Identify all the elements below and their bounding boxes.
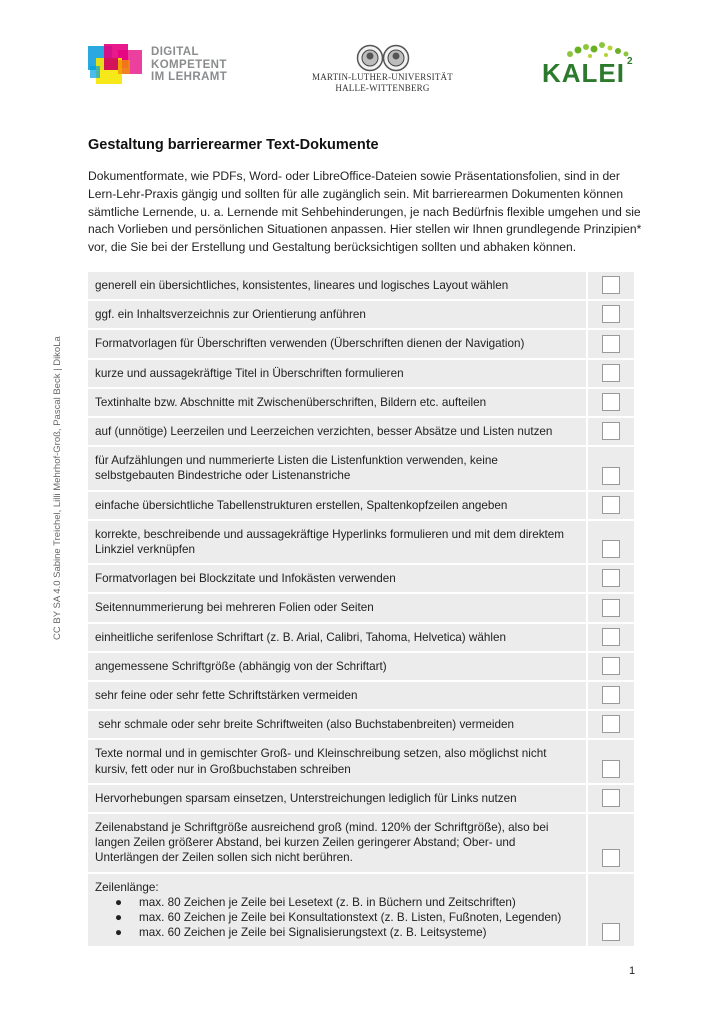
checklist-row [88,301,634,328]
checklist-row [88,565,634,592]
checkbox-cell [588,594,634,621]
checkbox[interactable] [602,305,620,323]
checklist [88,272,634,948]
checkbox[interactable] [602,715,620,733]
checklist-row [88,874,634,947]
checklist-row [88,814,634,872]
checkbox[interactable] [602,335,620,353]
checklist-item-text: Texte normal und in gemischter Groß- und Kleinschreibung setzen, also möglichst nicht kursiv, fett oder nur in Großbuchstaben schreiben [88,740,586,782]
checklist-item-text: einfache übersichtliche Tabellenstrukturen erstellen, Spaltenkopfzeilen angeben [88,492,586,519]
checklist-row [88,653,634,680]
checklist-item-text: korrekte, beschreibende und aussagekräftige Hyperlinks formulieren und mit dem direktem Linkziel verknüpfen [88,521,586,563]
checkbox[interactable] [602,628,620,646]
list-item-text: max. 60 Zeichen je Zeile bei Signalisierungstext (z. B. Leitsysteme) [139,926,487,940]
checklist-item-text: einheitliche serifenlose Schriftart (z. B. Arial, Calibri, Tahoma, Helvetica) wählen [88,624,586,651]
checklist-item-text: angemessene Schriftgröße (abhängig von der Schriftart) [88,653,586,680]
checkbox[interactable] [602,276,620,294]
checkbox[interactable] [602,393,620,411]
checklist-row [88,389,634,416]
checklist-item-text: für Aufzählungen und nummerierte Listen die Listenfunktion verwenden, keine selbstgebauten Bindestriche oder Listenanstriche [88,447,586,489]
checklist-row [88,594,634,621]
university-seal-icon [355,44,411,72]
checkbox-cell [588,814,634,872]
checklist-item-text: Seitennummerierung bei mehreren Folien oder Seiten [88,594,586,621]
checklist-item-text: Zeilenabstand je Schriftgröße ausreichend groß (mind. 120% der Schriftgröße), also bei langen Zeilen größerer Abstand, bei kurzen Zeilen geringerer Abstand; Ober- und Unterlängen der Zeilen sollen sich nicht berühren. [88,814,586,872]
checklist-item-text: Hervorhebungen sparsam einsetzen, Unterstreichungen lediglich für Links nutzen [88,785,586,812]
line-length-item [88,874,586,947]
page-title: Gestaltung barrierearmer Text-Dokumente [88,137,379,153]
checklist-item-text: generell ein übersichtliches, konsistentes, lineares und logisches Layout wählen [88,272,586,299]
checklist-item-text: ggf. ein Inhaltsverzeichnis zur Orientierung anführen [88,301,586,328]
checkbox-cell [588,492,634,519]
checklist-row [88,492,634,519]
checkbox-cell [588,565,634,592]
checklist-item-text: sehr schmale oder sehr breite Schriftweiten (also Buchstabenbreiten) vermeiden [88,711,586,738]
line-length-heading: Zeilenlänge: [95,880,159,894]
university-name-line-1: MARTIN-LUTHER-UNIVERSITÄT [312,72,453,82]
kalei-superscript: 2 [627,56,633,67]
list-item-text: max. 60 Zeichen je Zeile bei Konsultationstext (z. B. Listen, Fußnoten, Legenden) [139,911,562,925]
checkbox-cell [588,521,634,563]
dk-line-1: DIGITAL [151,46,199,58]
checklist-item-text: Formatvorlagen bei Blockzitate und Infokästen verwenden [88,565,586,592]
checkbox-cell [588,389,634,416]
checkbox[interactable] [602,789,620,807]
checkbox[interactable] [602,657,620,675]
university-logo [300,44,465,100]
kalei-wordmark: KALEI [542,58,625,88]
list-item [115,910,579,925]
checkbox-cell [588,418,634,445]
page-number: 1 [629,965,636,977]
checklist-item-text: Formatvorlagen für Überschriften verwenden (Überschriften dienen der Navigation) [88,330,586,357]
checkbox-cell [588,682,634,709]
checklist-item-text: sehr feine oder sehr fette Schriftstärken vermeiden [88,682,586,709]
checklist-item-text: auf (unnötige) Leerzeilen und Leerzeichen verzichten, besser Absätze und Listen nutzen [88,418,586,445]
checkbox-cell [588,711,634,738]
checklist-row [88,682,634,709]
digital-kompetent-logo [88,44,233,86]
digital-kompetent-text [151,46,227,84]
checkbox-cell [588,653,634,680]
checkbox[interactable] [602,364,620,382]
checklist-row [88,711,634,738]
checklist-row [88,447,634,489]
checkbox-cell [588,447,634,489]
license-sidebar: CC BY SA 4.0 Sabine Treichel, Lilli Mehrhof-Groß, Pascal Beck | DikoLa [52,336,63,640]
checkbox[interactable] [602,467,620,485]
checkbox[interactable] [602,760,620,778]
bullet-icon: ● [115,895,123,909]
checklist-row [88,740,634,782]
checklist-row [88,624,634,651]
dk-line-2: KOMPETENT [151,58,227,71]
checklist-row [88,272,634,299]
checkbox-cell [588,740,634,782]
line-length-list [95,895,579,941]
checkbox[interactable] [602,686,620,704]
checklist-row [88,330,634,357]
checklist-row [88,785,634,812]
checkbox[interactable] [602,599,620,617]
checkbox-cell [588,360,634,387]
list-item [115,895,579,910]
list-item [115,925,579,940]
checkbox[interactable] [602,569,620,587]
checkbox[interactable] [602,496,620,514]
digital-kompetent-logo-squares [88,44,146,86]
checkbox-cell [588,272,634,299]
checkbox-cell [588,301,634,328]
bullet-icon: ● [115,926,123,940]
checkbox-cell [588,624,634,651]
checkbox-cell [588,874,634,947]
bullet-icon: ● [115,911,123,925]
intro-paragraph: Dokumentformate, wie PDFs, Word- oder LibreOffice-Dateien sowie Präsentationsfolien, sind in der Lern-Lehr-Praxis gängig und sollten für alle zugänglich sein. Mit barrierearmen Dokumenten können sämtliche Lernende, u. a. Lernende mit Sehbehinderungen, je nach Bedürfnis flexible umgehen und sie nach Vorlieben und persönlichen Situationen anpassen. Hier stellen wir Ihnen grundlegende Prinzipien* vor, die Sie bei der Erstellung und Gestaltung berücksichtigen sollten und abhaken können. [88,169,642,255]
list-item-text: max. 80 Zeichen je Zeile bei Lesetext (z. B. in Büchern und Zeitschriften) [139,895,516,909]
checkbox[interactable] [602,923,620,941]
checklist-item-text: kurze und aussagekräftige Titel in Überschriften formulieren [88,360,586,387]
checkbox-cell [588,330,634,357]
dk-line-3: IM LEHRAMT [151,71,228,83]
checklist-row [88,521,634,563]
checklist-item-text: Textinhalte bzw. Abschnitte mit Zwischenüberschriften, Bildern etc. aufteilen [88,389,586,416]
kalei-logo [540,40,640,92]
checkbox[interactable] [602,849,620,867]
university-name-line-2: HALLE-WITTENBERG [335,83,430,93]
checkbox[interactable] [602,422,620,440]
checklist-row [88,418,634,445]
checklist-row [88,360,634,387]
checkbox-cell [588,785,634,812]
checkbox[interactable] [602,540,620,558]
